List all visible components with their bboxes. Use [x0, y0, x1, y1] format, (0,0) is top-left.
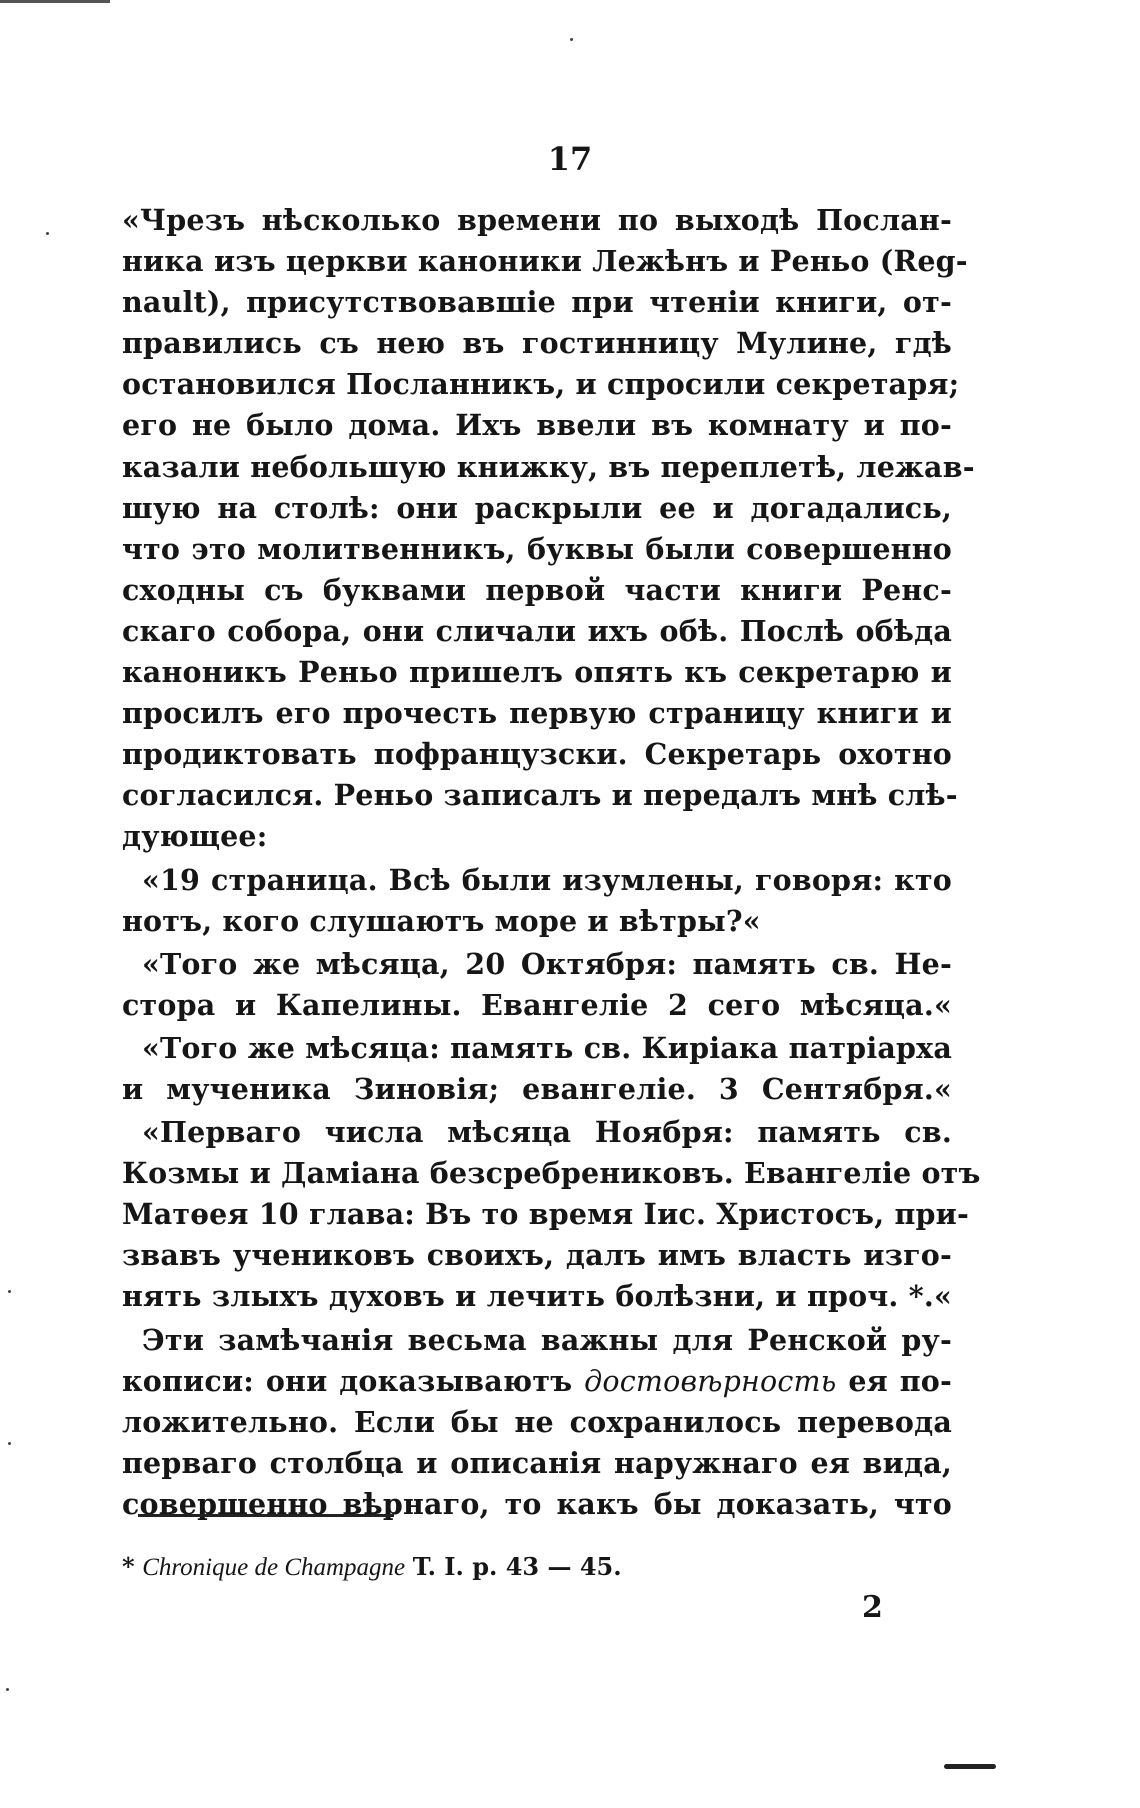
text-line: скаго собора, они сличали ихъ обѣ. Послѣ обѣда: [122, 613, 952, 648]
scan-speck: [8, 1290, 11, 1293]
scan-speck: [46, 232, 49, 235]
text-line: нотъ, кого слушаютъ море и вѣтры?«: [122, 903, 761, 938]
text-line: согласился. Реньо записалъ и передалъ мнѣ слѣ-: [122, 778, 958, 813]
text-line: «19 страница. Всѣ были изумлены, говоря: кто: [142, 862, 952, 897]
text-line: «Перваго числа мѣсяца Ноября: память св.: [142, 1115, 952, 1150]
text-line: звавъ учениковъ своихъ, далъ имъ власть изго-: [122, 1238, 952, 1273]
text-line: ложительно. Если бы не сохранилось перевода: [122, 1404, 952, 1439]
text-line: его не было дома. Ихъ ввели въ комнату и по-: [122, 408, 952, 443]
text-line: совершенно вѣрнаго, то какъ бы доказать, что: [122, 1486, 952, 1521]
scan-edge-mark: [0, 0, 110, 3]
footnote-title: Chronique de Champagne: [142, 1554, 406, 1581]
text-line: дующее:: [122, 819, 268, 854]
text-line: Матѳея 10 глава: Въ то время Іис. Христосъ, при-: [122, 1197, 970, 1232]
footnote-reference: T. I. p. 43 — 45.: [412, 1552, 622, 1581]
text-line: nault), присутствовавшіе при чтеніи книги, от-: [122, 285, 952, 320]
text-line: что это молитвенникъ, буквы были совершенно: [122, 531, 952, 566]
text-line: «Того же мѣсяца, 20 Октября: память св. Не-: [142, 946, 952, 981]
ink-dash-mark: [944, 1764, 996, 1769]
text-line: стора и Капелины. Евангеліе 2 сего мѣсяца.«: [122, 987, 952, 1022]
footnote-mark: *: [122, 1552, 135, 1581]
footnote: [122, 1552, 622, 1582]
scan-speck: [570, 38, 573, 41]
body-text: [122, 200, 981, 1525]
text-segment: кописи: они доказываютъ: [122, 1363, 573, 1398]
text-line: Козмы и Даміана безсребрениковъ. Евангеліе отъ: [122, 1156, 981, 1191]
text-line: нять злыхъ духовъ и лечить болѣзни, и проч. *.«: [122, 1279, 952, 1314]
signature-mark: 2: [862, 1590, 883, 1625]
text-segment: ея по-: [848, 1363, 953, 1398]
footnote-rule: [138, 1514, 394, 1517]
emphasis-text: достовѣрность: [584, 1364, 837, 1398]
text-line: [122, 1361, 952, 1402]
text-line: просилъ его прочесть первую страницу книги и: [122, 696, 952, 731]
text-line: правились съ нею въ гостинницу Мулине, гдѣ: [122, 326, 952, 361]
text-line: Эти замѣчанія весьма важны для Ренской ру-: [142, 1322, 952, 1357]
text-line: ника изъ церкви каноники Лежѣнъ и Реньо (Reg-: [122, 244, 968, 279]
text-line: остановился Посланникъ, и спросили секретаря;: [122, 367, 960, 402]
text-line: сходны съ буквами первой части книги Ренс-: [122, 572, 952, 607]
text-line: каноникъ Реньо пришелъ опять къ секретарю и: [122, 655, 952, 690]
scan-speck: [8, 1442, 11, 1445]
text-line: и мученика Зиновія; евангеліе. 3 Сентября.«: [122, 1071, 952, 1106]
text-line: перваго столбца и описанія наружнаго ея вида,: [122, 1445, 952, 1480]
scan-speck: [6, 1688, 9, 1691]
text-line: шую на столѣ: они раскрыли ее и догадались,: [122, 490, 952, 525]
text-line: «Чрезъ нѣсколько времени по выходѣ Послан-: [122, 203, 952, 237]
text-line: «Того же мѣсяца: память св. Киріака патріарха: [142, 1030, 952, 1065]
page-number: 17: [547, 140, 593, 178]
text-line: казали небольшую книжку, въ переплетѣ, лежав-: [122, 449, 975, 484]
text-line: продиктовать пофранцузски. Секретарь охотно: [122, 737, 952, 772]
